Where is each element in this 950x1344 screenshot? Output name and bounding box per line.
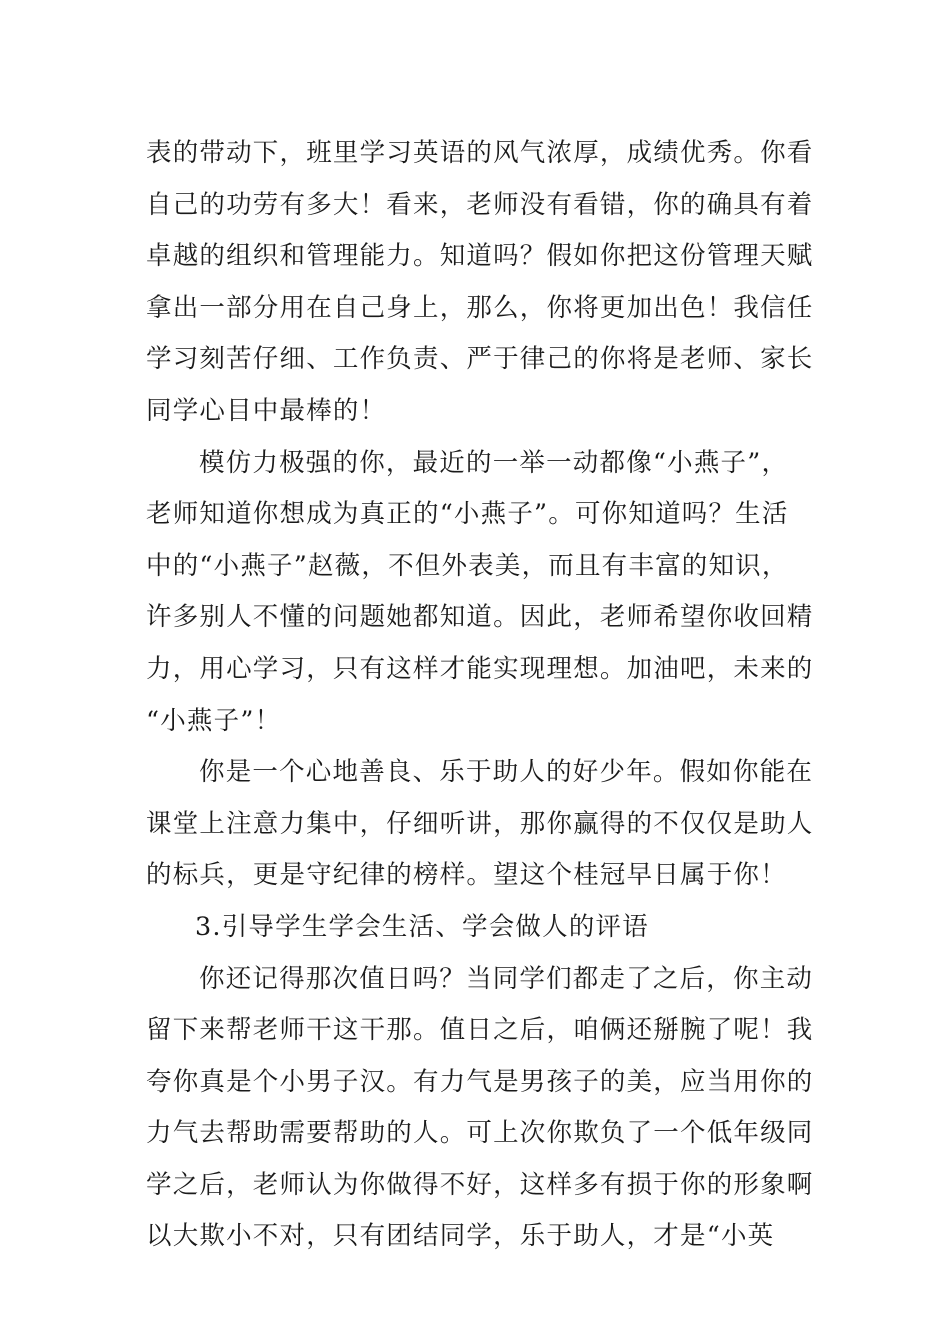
text-line: “小燕子”！ (146, 705, 282, 736)
paragraph-first-line: 你还记得那次值日吗？当同学们都走了之后，你主动 (199, 963, 814, 994)
paragraph-first-line: 你是一个心地善良、乐于助人的好少年。假如你能在 (199, 757, 814, 788)
text-line: 力，用心学习，只有这样才能实现理想。加油吧，未来的 (146, 653, 814, 684)
text-line: 力气去帮助需要帮助的人。可上次你欺负了一个低年级同 (146, 1118, 814, 1149)
text-line: 拿出一部分用在自己身上，那么，你将更加出色！我信任 (146, 292, 814, 323)
text-line: 课堂上注意力集中，仔细听讲，那你赢得的不仅仅是助人 (146, 808, 814, 839)
text-line: 自己的功劳有多大！看来，老师没有看错，你的确具有着 (146, 189, 814, 220)
body-text (146, 128, 816, 1263)
text-line: 同学心目中最棒的！ (146, 395, 387, 426)
paragraph-first-line: 模仿力极强的你，最近的一举一动都像“小燕子”， (199, 447, 789, 478)
text-line: 留下来帮老师干这干那。值日之后，咱俩还掰腕了呢！我 (146, 1015, 814, 1046)
text-line: 许多别人不懂的问题她都知道。因此，老师希望你收回精 (146, 602, 814, 633)
text-line: 表的带动下，班里学习英语的风气浓厚，成绩优秀。你看 (146, 138, 814, 168)
section-heading: 3.引导学生学会生活、学会做人的评语 (195, 911, 649, 942)
text-line: 的标兵，更是守纪律的榜样。望这个桂冠早日属于你！ (146, 860, 787, 891)
text-line: 夸你真是个小男子汉。有力气是男孩子的美，应当用你的 (146, 1066, 814, 1097)
text-line: 学之后，老师认为你做得不好，这样多有损于你的形象啊 (146, 1169, 814, 1200)
text-line: 卓越的组织和管理能力。知道吗？假如你把这份管理天赋 (146, 241, 814, 272)
text-line: 老师知道你想成为真正的“小燕子”。可你知道吗？生活 (146, 499, 789, 530)
text-line: 中的“小燕子”赵薇，不但外表美，而且有丰富的知识， (146, 550, 789, 581)
text-line: 学习刻苦仔细、工作负责、严于律己的你将是老师、家长 (146, 344, 814, 375)
text-line: 以大欺小不对，只有团结同学，乐于助人，才是“小英 (146, 1221, 775, 1252)
